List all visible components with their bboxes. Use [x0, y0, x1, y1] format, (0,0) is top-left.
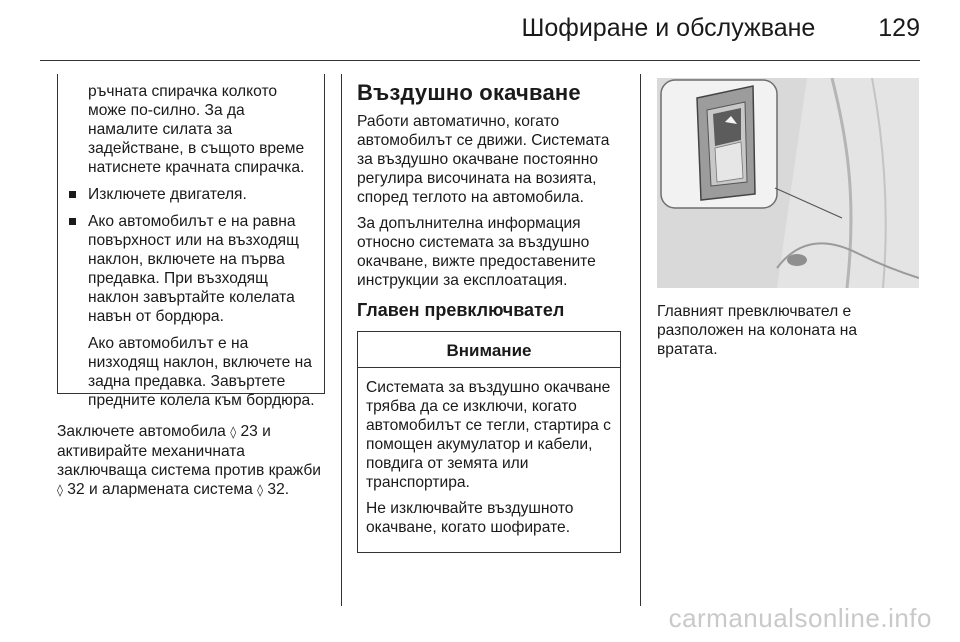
section-heading: Въздушно окачване [357, 80, 581, 105]
page-number: 129 [878, 14, 920, 42]
figure-caption: Главният превключвател е разположен на колоната на вратата. [657, 303, 858, 358]
door-pillar-switch-icon [657, 78, 919, 288]
warning-body [358, 368, 620, 552]
header-rule [40, 60, 920, 61]
switch-illustration [657, 78, 919, 288]
page-ref-icon: ◊ [230, 425, 237, 439]
paragraph: За допълнителна информация относно системата за въздушно окачване, вижте предоставените инструкции за експлоатация. [357, 215, 596, 289]
column-divider [640, 74, 641, 606]
warning-paragraph: Системата за въздушно окачване трябва да се изключи, когато автомобилът се тегли, стартира с помощен акумулатор и кабели, повдига от земята или транспортира. [366, 379, 611, 491]
left-column [57, 74, 325, 409]
page-ref-link[interactable]: 32 и алармената система [67, 481, 253, 498]
warning-title: Внимание [358, 332, 620, 368]
list-item: Ако автомобилът е на равна повърхност или на възходящ наклон, включете на първа предавка. При възходящ наклон завъртайте колелата навън от бордюра. [68, 212, 316, 326]
subsection-heading: Главен превключвател [357, 300, 565, 320]
right-column [657, 78, 919, 359]
page-title: Шофиране и обслужване [521, 14, 816, 42]
lock-paragraph: Заключете автомобила ◊ 23 и активирайте механичната заключваща система против кражби ◊ 32 и алармената система ◊ 32. [57, 423, 322, 498]
list-item: Изключете двигателя. [68, 185, 316, 204]
bullet-square-icon [69, 191, 76, 198]
column-divider [341, 74, 342, 606]
paragraph: Работи автоматично, когато автомобилът се движи. Системата за въздушно окачване постоянно регулира височината на возията, според теглото на автомобила. [357, 113, 610, 206]
page-ref-icon: ◊ [257, 483, 264, 497]
page-ref-link[interactable]: 32. [267, 481, 290, 498]
watermark: carmanualsonline.info [668, 603, 932, 633]
continued-box [57, 74, 325, 409]
box-paragraph: ръчната спирачка колкото може по-силно. За да намалите силата за задействане, в същото време натиснете крачната спирачка. [88, 83, 305, 176]
page-ref-icon: ◊ [57, 483, 63, 497]
page-ref-link[interactable]: 23 и активирайте механичната заключваща система против кражби [57, 423, 322, 479]
page-header [521, 14, 920, 43]
bullet-square-icon [69, 218, 76, 225]
middle-column [357, 74, 627, 553]
warning-box [357, 331, 621, 553]
warning-paragraph: Не изключвайте въздушното окачване, когато шофирате. [366, 500, 574, 536]
list-item-continuation: Ако автомобилът е на низходящ наклон, включете на задна предавка. Завъртете предните колела към бордюра. [88, 335, 315, 409]
